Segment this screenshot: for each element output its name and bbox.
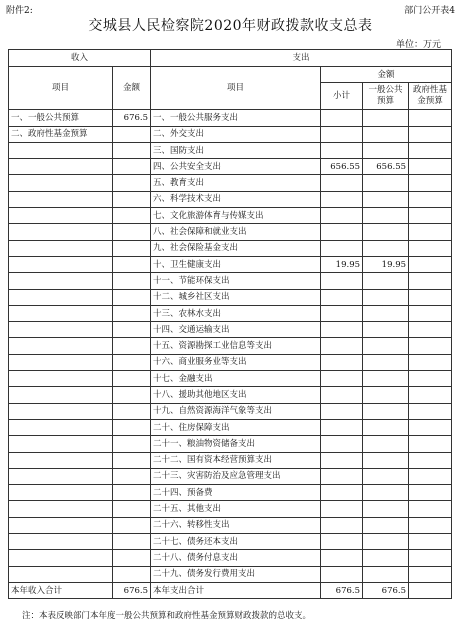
income-item-cell xyxy=(9,501,113,517)
table-row xyxy=(9,501,452,517)
expense-fund-cell xyxy=(409,419,452,435)
expense-subtotal-cell xyxy=(321,240,363,256)
expense-item-cell: 十六、商业服务业等支出 xyxy=(151,354,321,370)
expense-general-cell xyxy=(363,305,409,321)
expense-item-cell: 二十九、债务发行费用支出 xyxy=(151,566,321,582)
expense-subtotal-cell xyxy=(321,191,363,207)
expense-item-cell: 十七、金融支出 xyxy=(151,371,321,387)
total-income-label: 本年收入合计 xyxy=(9,582,113,598)
table-row xyxy=(9,110,452,126)
expense-amount-header: 金额 xyxy=(321,67,452,83)
income-amount-cell xyxy=(113,142,151,158)
expense-fund-cell xyxy=(409,371,452,387)
income-item-cell xyxy=(9,403,113,419)
expense-general-cell xyxy=(363,191,409,207)
table-row xyxy=(9,208,452,224)
table-row xyxy=(9,256,452,272)
expense-item-cell: 七、文化旅游体育与传媒支出 xyxy=(151,208,321,224)
sheet-number: 部门公开表4 xyxy=(404,6,455,16)
expense-fund-cell xyxy=(409,110,452,126)
income-item-cell xyxy=(9,224,113,240)
income-item-cell xyxy=(9,436,113,452)
expense-item-cell: 十一、节能环保支出 xyxy=(151,273,321,289)
income-item-cell xyxy=(9,208,113,224)
income-item-cell xyxy=(9,371,113,387)
expense-general-cell xyxy=(363,517,409,533)
expense-subtotal-cell xyxy=(321,534,363,550)
income-amount-cell: 676.5 xyxy=(113,110,151,126)
expense-item-cell: 十四、交通运输支出 xyxy=(151,322,321,338)
income-amount-cell xyxy=(113,419,151,435)
expense-subtotal-cell xyxy=(321,517,363,533)
expense-item-cell: 二十五、其他支出 xyxy=(151,501,321,517)
expense-fund-cell xyxy=(409,550,452,566)
table-row xyxy=(9,126,452,142)
expense-fund-cell xyxy=(409,224,452,240)
expense-item-cell: 五、教育支出 xyxy=(151,175,321,191)
expense-general-cell xyxy=(363,485,409,501)
expense-general-cell xyxy=(363,126,409,142)
income-item-cell: 二、政府性基金预算 xyxy=(9,126,113,142)
income-item-cell xyxy=(9,256,113,272)
expense-fund-cell xyxy=(409,452,452,468)
income-amount-cell xyxy=(113,322,151,338)
expense-subtotal-cell xyxy=(321,501,363,517)
income-item-cell xyxy=(9,452,113,468)
table-row xyxy=(9,550,452,566)
table-row xyxy=(9,436,452,452)
table-row xyxy=(9,468,452,484)
expense-item-cell: 二十七、债务还本支出 xyxy=(151,534,321,550)
income-item-cell xyxy=(9,354,113,370)
table-row xyxy=(9,517,452,533)
table-row xyxy=(9,387,452,403)
expense-item-cell: 十三、农林水支出 xyxy=(151,305,321,321)
expense-general-cell xyxy=(363,468,409,484)
income-amount-cell xyxy=(113,501,151,517)
footnote: 注：本表反映部门本年度一般公共预算和政府性基金预算财政拨款的总收支。 xyxy=(22,611,312,621)
expense-item-cell: 二十、住房保障支出 xyxy=(151,419,321,435)
expense-fund-cell xyxy=(409,517,452,533)
expense-header: 支出 xyxy=(151,50,452,67)
expense-fund-cell xyxy=(409,566,452,582)
expense-subtotal-cell xyxy=(321,403,363,419)
expense-general-cell xyxy=(363,273,409,289)
table-row xyxy=(9,191,452,207)
expense-general-cell xyxy=(363,354,409,370)
expense-fund-cell xyxy=(409,387,452,403)
expense-subtotal-cell xyxy=(321,289,363,305)
income-item-cell xyxy=(9,338,113,354)
expense-general-cell xyxy=(363,371,409,387)
total-subtotal: 676.5 xyxy=(321,582,363,598)
income-amount-cell xyxy=(113,534,151,550)
expense-general-cell xyxy=(363,142,409,158)
expense-general-cell xyxy=(363,550,409,566)
expense-general-cell xyxy=(363,403,409,419)
income-amount-cell xyxy=(113,175,151,191)
expense-subtotal-cell xyxy=(321,175,363,191)
income-amount-cell xyxy=(113,126,151,142)
income-item-cell xyxy=(9,159,113,175)
table-row xyxy=(9,289,452,305)
attachment-label: 附件2: xyxy=(6,6,33,16)
expense-fund-cell xyxy=(409,485,452,501)
income-amount-cell xyxy=(113,566,151,582)
income-amount-cell xyxy=(113,256,151,272)
income-amount-cell xyxy=(113,224,151,240)
expense-subtotal-cell xyxy=(321,126,363,142)
expense-subtotal-cell xyxy=(321,452,363,468)
expense-item-cell: 二十四、预备费 xyxy=(151,485,321,501)
income-item-header: 项目 xyxy=(9,67,113,110)
general-budget-header: 一般公共预算 xyxy=(363,83,409,110)
income-amount-cell xyxy=(113,191,151,207)
table-row xyxy=(9,371,452,387)
income-item-cell xyxy=(9,550,113,566)
expense-fund-cell xyxy=(409,338,452,354)
expense-item-cell: 十五、资源勘探工业信息等支出 xyxy=(151,338,321,354)
budget-table xyxy=(8,49,452,599)
expense-item-cell: 十八、援助其他地区支出 xyxy=(151,387,321,403)
expense-subtotal-cell xyxy=(321,485,363,501)
expense-fund-cell xyxy=(409,305,452,321)
income-amount-cell xyxy=(113,159,151,175)
expense-fund-cell xyxy=(409,175,452,191)
expense-item-cell: 九、社会保险基金支出 xyxy=(151,240,321,256)
expense-fund-cell xyxy=(409,534,452,550)
expense-subtotal-cell xyxy=(321,142,363,158)
expense-general-cell xyxy=(363,110,409,126)
expense-general-cell xyxy=(363,208,409,224)
income-amount-cell xyxy=(113,387,151,403)
income-item-cell xyxy=(9,175,113,191)
subtotal-header: 小计 xyxy=(321,83,363,110)
expense-fund-cell xyxy=(409,208,452,224)
table-row xyxy=(9,452,452,468)
expense-fund-cell xyxy=(409,403,452,419)
expense-subtotal-cell xyxy=(321,110,363,126)
table-row xyxy=(9,419,452,435)
income-item-cell xyxy=(9,322,113,338)
expense-general-cell xyxy=(363,175,409,191)
total-row xyxy=(9,582,452,598)
income-amount-cell xyxy=(113,289,151,305)
expense-general-cell xyxy=(363,436,409,452)
income-amount-cell xyxy=(113,485,151,501)
table-row xyxy=(9,142,452,158)
expense-general-cell xyxy=(363,224,409,240)
table-row xyxy=(9,566,452,582)
expense-fund-cell xyxy=(409,142,452,158)
expense-subtotal-cell xyxy=(321,550,363,566)
income-amount-cell xyxy=(113,436,151,452)
expense-fund-cell xyxy=(409,191,452,207)
expense-general-cell xyxy=(363,322,409,338)
table-row xyxy=(9,224,452,240)
expense-item-cell: 一、一般公共服务支出 xyxy=(151,110,321,126)
expense-item-cell: 二十一、粮油物资储备支出 xyxy=(151,436,321,452)
table-row xyxy=(9,273,452,289)
expense-general-cell xyxy=(363,534,409,550)
income-item-cell xyxy=(9,566,113,582)
income-item-cell xyxy=(9,273,113,289)
income-item-cell xyxy=(9,240,113,256)
expense-general-cell: 656.55 xyxy=(363,159,409,175)
total-fund xyxy=(409,582,452,598)
table-row xyxy=(9,159,452,175)
expense-general-cell xyxy=(363,452,409,468)
income-item-cell xyxy=(9,419,113,435)
table-row xyxy=(9,485,452,501)
expense-fund-cell xyxy=(409,501,452,517)
expense-general-cell xyxy=(363,419,409,435)
expense-fund-cell xyxy=(409,289,452,305)
income-amount-cell xyxy=(113,240,151,256)
expense-fund-cell xyxy=(409,126,452,142)
income-amount-header: 金额 xyxy=(113,67,151,110)
expense-item-cell: 十二、城乡社区支出 xyxy=(151,289,321,305)
expense-subtotal-cell xyxy=(321,566,363,582)
income-amount-cell xyxy=(113,208,151,224)
expense-item-cell: 二十三、灾害防治及应急管理支出 xyxy=(151,468,321,484)
income-amount-cell xyxy=(113,517,151,533)
income-item-cell xyxy=(9,289,113,305)
income-amount-cell xyxy=(113,273,151,289)
expense-general-cell xyxy=(363,501,409,517)
income-amount-cell xyxy=(113,403,151,419)
unit-label: 单位：万元 xyxy=(395,40,441,50)
income-amount-cell xyxy=(113,468,151,484)
expense-item-cell: 二、外交支出 xyxy=(151,126,321,142)
expense-item-cell: 十、卫生健康支出 xyxy=(151,256,321,272)
expense-general-cell: 19.95 xyxy=(363,256,409,272)
expense-subtotal-cell xyxy=(321,468,363,484)
table-row xyxy=(9,354,452,370)
expense-subtotal-cell xyxy=(321,208,363,224)
expense-item-cell: 二十六、转移性支出 xyxy=(151,517,321,533)
page-title: 交城县人民检察院2020年财政拨款收支总表 xyxy=(88,18,373,34)
expense-subtotal-cell xyxy=(321,224,363,240)
table-row xyxy=(9,305,452,321)
income-header: 收入 xyxy=(9,50,151,67)
income-amount-cell xyxy=(113,305,151,321)
expense-item-header: 项目 xyxy=(151,67,321,110)
income-amount-cell xyxy=(113,338,151,354)
expense-subtotal-cell: 19.95 xyxy=(321,256,363,272)
table-row xyxy=(9,175,452,191)
income-item-cell xyxy=(9,517,113,533)
expense-item-cell: 二十二、国有资本经营预算支出 xyxy=(151,452,321,468)
expense-general-cell xyxy=(363,240,409,256)
table-row xyxy=(9,403,452,419)
expense-item-cell: 八、社会保障和就业支出 xyxy=(151,224,321,240)
expense-subtotal-cell xyxy=(321,387,363,403)
income-item-cell xyxy=(9,468,113,484)
expense-subtotal-cell xyxy=(321,338,363,354)
income-item-cell xyxy=(9,305,113,321)
table-row xyxy=(9,534,452,550)
expense-general-cell xyxy=(363,566,409,582)
income-amount-cell xyxy=(113,354,151,370)
income-amount-cell xyxy=(113,371,151,387)
expense-fund-cell xyxy=(409,240,452,256)
income-item-cell xyxy=(9,387,113,403)
expense-fund-cell xyxy=(409,468,452,484)
income-item-cell: 一、一般公共预算 xyxy=(9,110,113,126)
expense-subtotal-cell xyxy=(321,273,363,289)
income-item-cell xyxy=(9,534,113,550)
income-item-cell xyxy=(9,142,113,158)
expense-subtotal-cell xyxy=(321,436,363,452)
table-row xyxy=(9,240,452,256)
expense-item-cell: 六、科学技术支出 xyxy=(151,191,321,207)
expense-subtotal-cell xyxy=(321,305,363,321)
expense-subtotal-cell xyxy=(321,371,363,387)
expense-fund-cell xyxy=(409,256,452,272)
expense-item-cell: 十九、自然资源海洋气象等支出 xyxy=(151,403,321,419)
total-general: 676.5 xyxy=(363,582,409,598)
income-item-cell xyxy=(9,191,113,207)
table-row xyxy=(9,338,452,354)
total-income-amount: 676.5 xyxy=(113,582,151,598)
expense-item-cell: 二十八、债务付息支出 xyxy=(151,550,321,566)
expense-fund-cell xyxy=(409,322,452,338)
income-amount-cell xyxy=(113,452,151,468)
expense-fund-cell xyxy=(409,159,452,175)
income-amount-cell xyxy=(113,550,151,566)
expense-general-cell xyxy=(363,289,409,305)
expense-subtotal-cell xyxy=(321,354,363,370)
expense-subtotal-cell: 656.55 xyxy=(321,159,363,175)
income-item-cell xyxy=(9,485,113,501)
total-expense-label: 本年支出合计 xyxy=(151,582,321,598)
table-row xyxy=(9,322,452,338)
expense-item-cell: 四、公共安全支出 xyxy=(151,159,321,175)
expense-subtotal-cell xyxy=(321,322,363,338)
expense-subtotal-cell xyxy=(321,419,363,435)
fund-budget-header: 政府性基金预算 xyxy=(409,83,452,110)
expense-fund-cell xyxy=(409,354,452,370)
expense-general-cell xyxy=(363,338,409,354)
expense-fund-cell xyxy=(409,436,452,452)
expense-fund-cell xyxy=(409,273,452,289)
expense-item-cell: 三、国防支出 xyxy=(151,142,321,158)
expense-general-cell xyxy=(363,387,409,403)
